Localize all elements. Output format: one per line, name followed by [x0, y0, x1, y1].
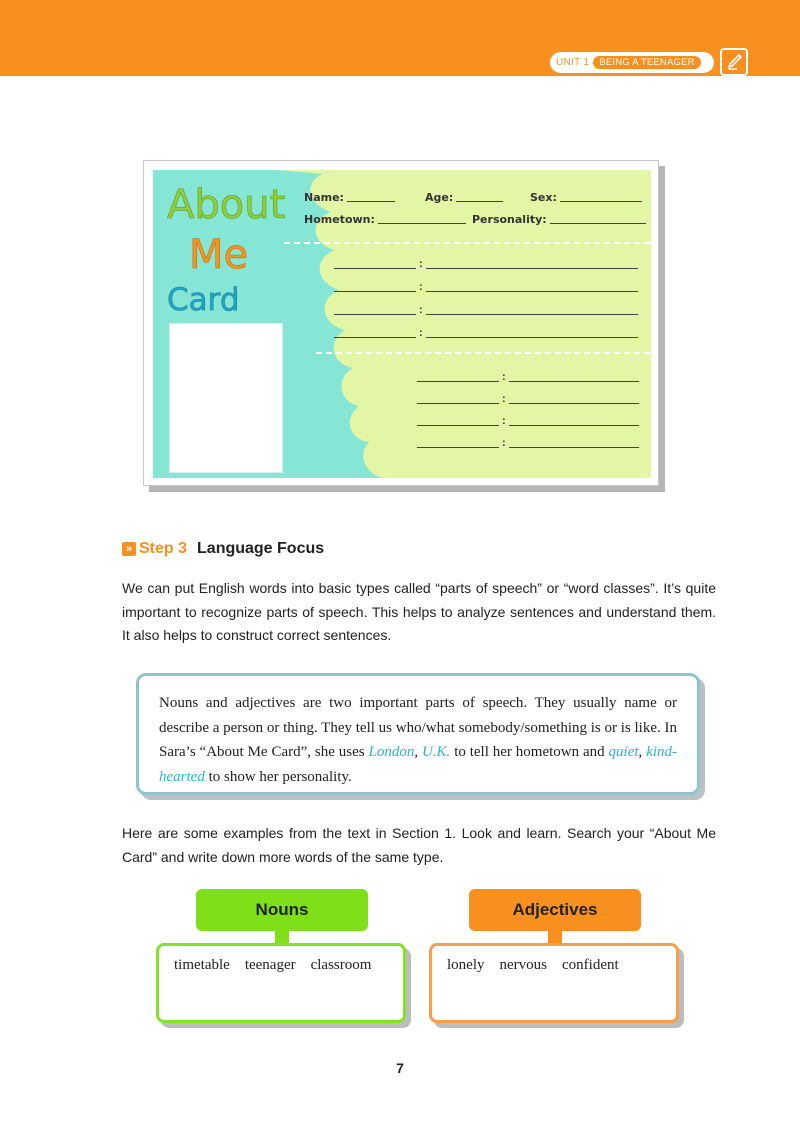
example-kind-hearted: kind-hearted [159, 744, 678, 785]
fill-row: : [334, 303, 638, 315]
intro-paragraph: We can put English words into basic types called “parts of speech” or “word classes”. It’s quite important to recognize parts of speech. This helps to analyze sentences and understand them. It also helps to construct correct sentences. [122, 580, 716, 643]
hometown-label: Hometown: [304, 213, 375, 226]
dashed-divider [316, 352, 650, 354]
noun-word: timetable [174, 957, 230, 973]
instruction-paragraph: Here are some examples from the text in Section 1. Look and learn. Search your “About Me Card” and write down more words of the same type. [122, 825, 716, 865]
double-chevron-icon: » [122, 542, 136, 556]
dashed-divider [284, 242, 650, 244]
noun-word: teenager [244, 957, 296, 973]
step-title: Language Focus [197, 540, 325, 557]
personality-field [472, 213, 646, 226]
fill-row: : [417, 392, 639, 404]
name-label: Name: [304, 191, 344, 204]
noun-word: classroom [310, 957, 372, 973]
adjectives-tag: Adjectives [469, 889, 641, 931]
example-london: London [368, 744, 415, 760]
sex-label: Sex: [530, 191, 557, 204]
fill-row: : [334, 280, 638, 292]
nouns-word-box [156, 943, 406, 1023]
photo-frame [169, 323, 283, 473]
example-quiet: quiet [608, 744, 639, 760]
fill-row: : [417, 414, 639, 426]
card-title-me: Me [189, 232, 249, 278]
step-3-heading [122, 540, 324, 558]
fill-row: : [417, 436, 639, 448]
personality-label: Personality: [472, 213, 547, 226]
fill-row: : [417, 370, 639, 382]
adjective-word: nervous [499, 957, 547, 973]
card-title-card: Card [167, 282, 240, 318]
fill-row: : [334, 326, 638, 338]
example-uk: U.K. [421, 744, 451, 760]
step-label: Step 3 [139, 540, 188, 557]
adjective-word: lonely [447, 957, 485, 973]
info-box [136, 673, 700, 795]
name-field [304, 191, 395, 204]
page-number: 7 [396, 1060, 404, 1076]
adjective-word: confident [562, 957, 619, 973]
hometown-field [304, 213, 466, 226]
info-box-text: Nouns and adjectives are two important parts of speech. They usually name or describe a person or thing. They tell us who/what somebody/something is or is like. In Sara’s “About Me Card”, she uses London, U.K. to tell her hometown and quiet, kind-hearted to show her personality. [159, 695, 678, 785]
fill-row: : [334, 257, 638, 269]
unit-badge [550, 52, 714, 73]
unit-title: BEING A TEENAGER [593, 56, 700, 69]
sex-field [530, 191, 642, 204]
age-label: Age: [425, 191, 454, 204]
pen-icon [720, 48, 748, 76]
adjectives-word-box [429, 943, 679, 1023]
card-title-about: About [167, 182, 286, 228]
unit-number: UNIT 1 [556, 57, 590, 68]
age-field [425, 191, 503, 204]
nouns-tag: Nouns [196, 889, 368, 931]
about-me-card [143, 160, 659, 486]
